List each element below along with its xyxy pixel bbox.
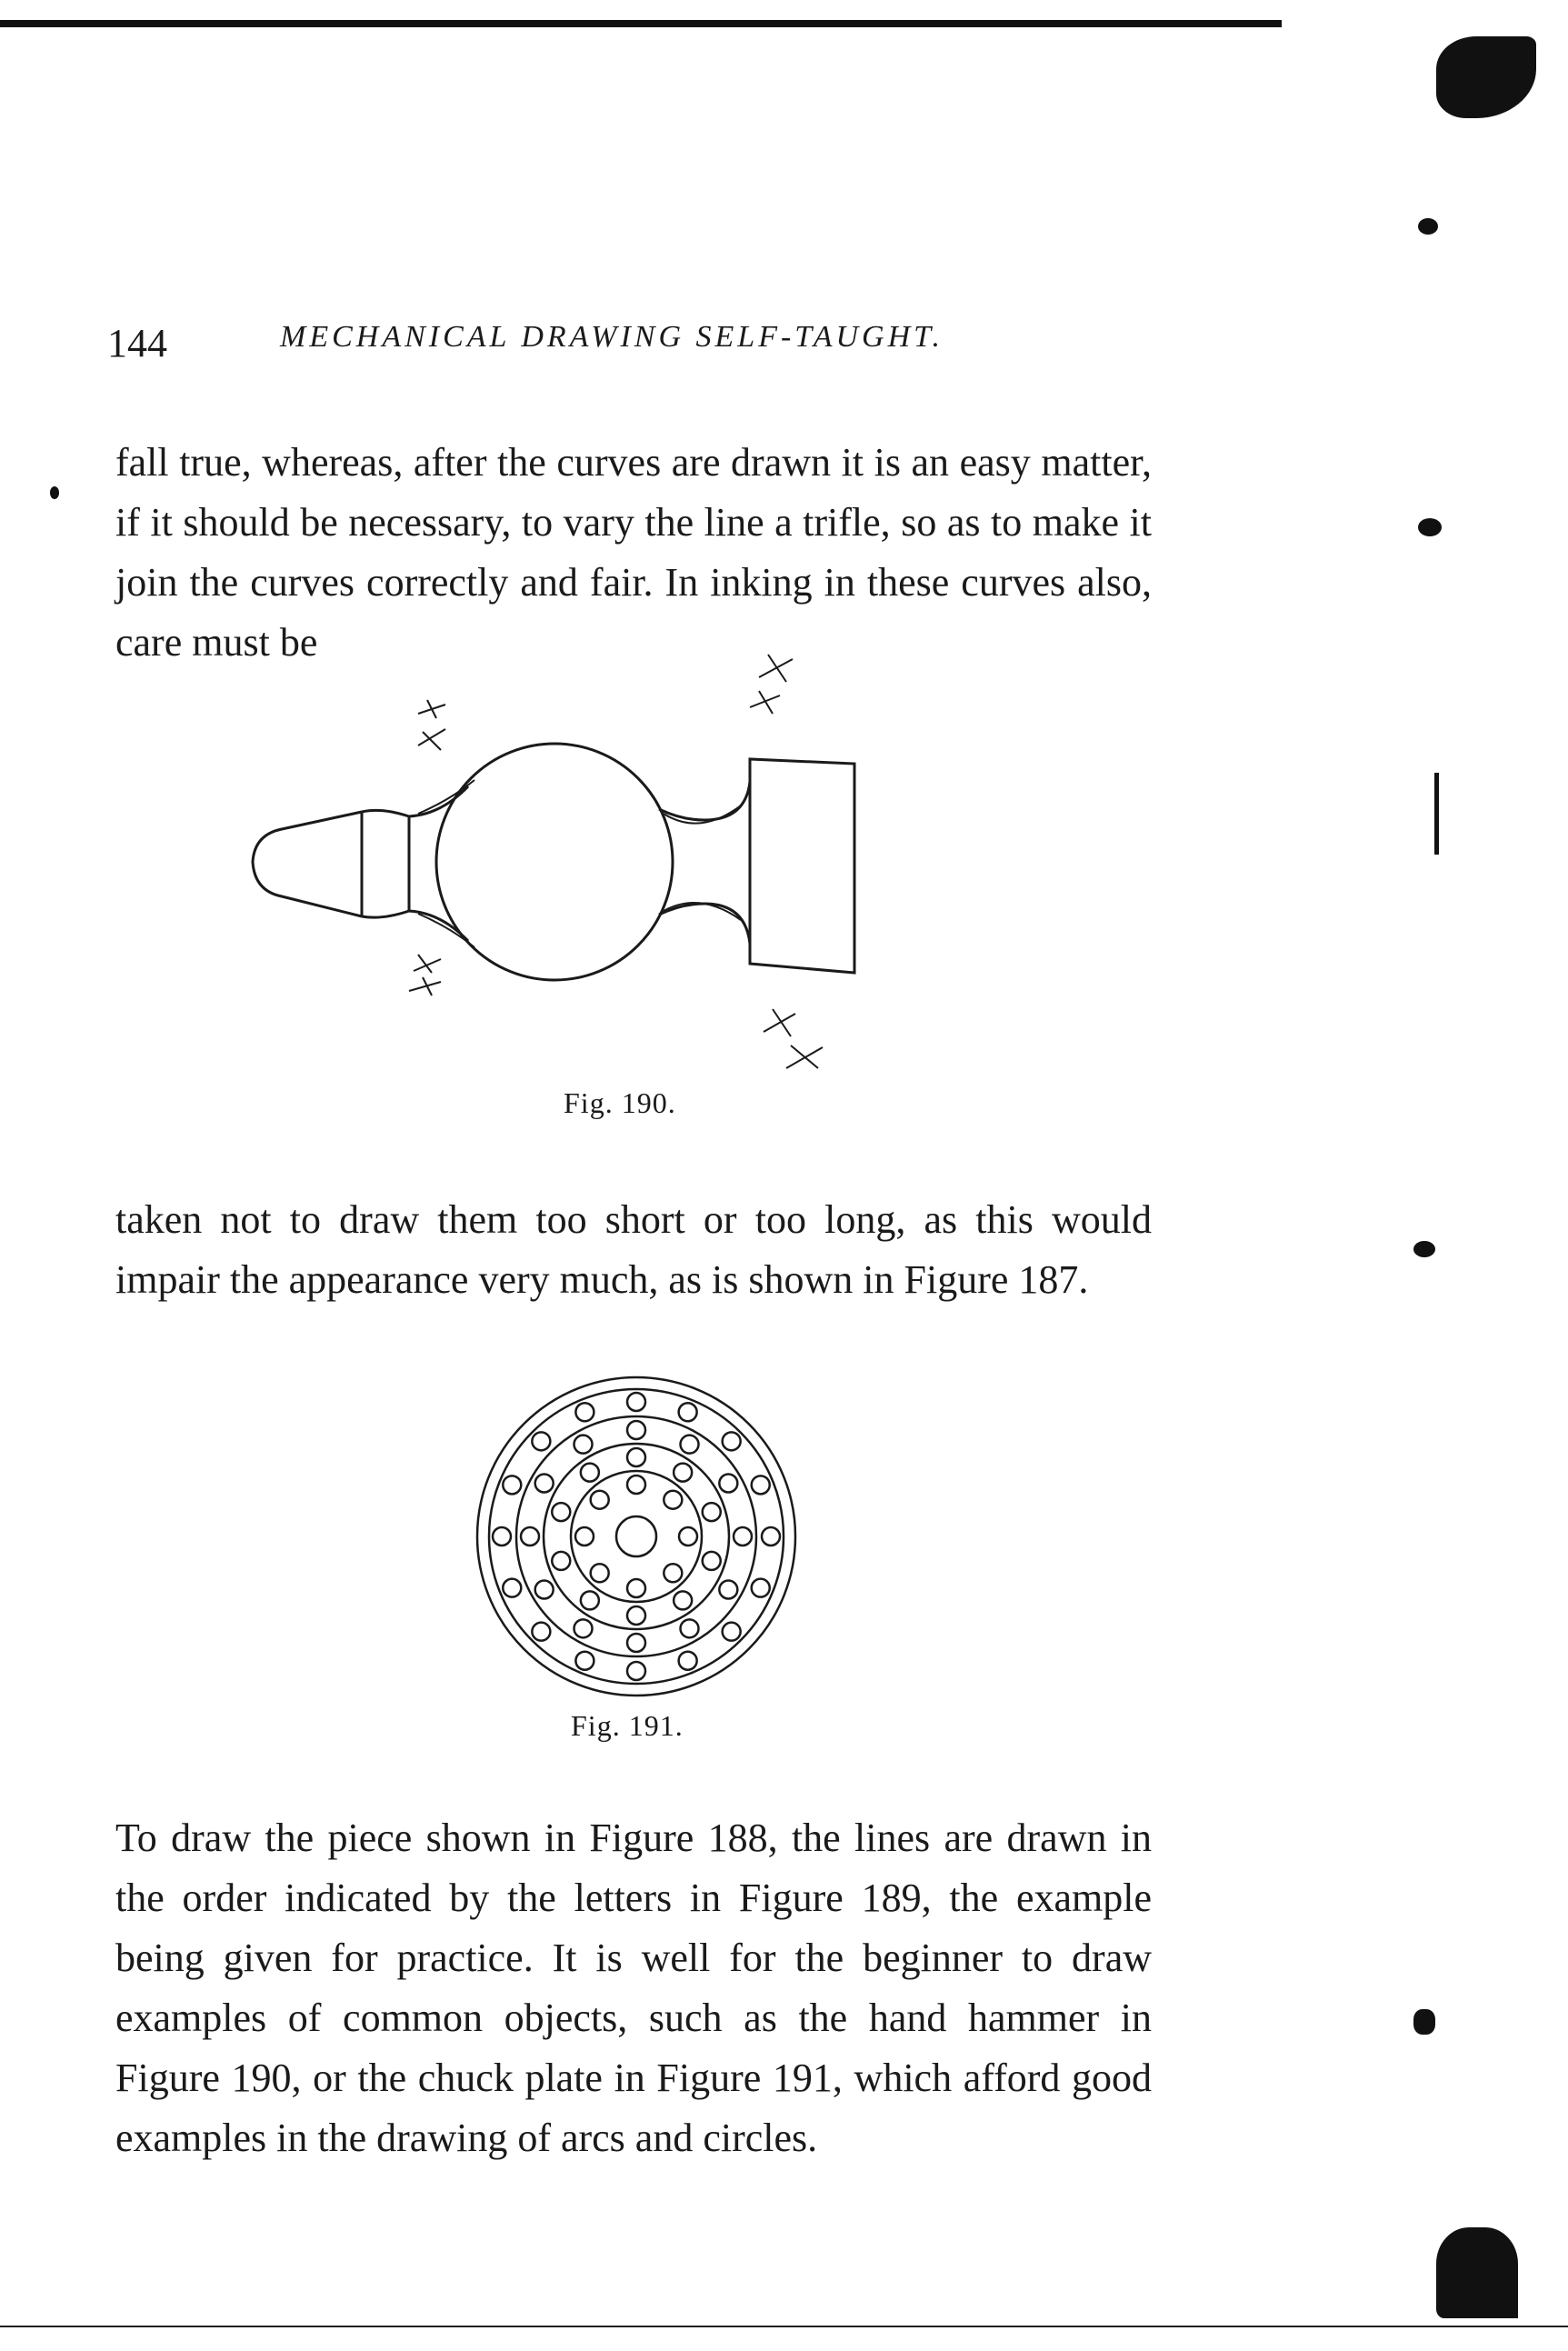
chuck-hole [719, 1475, 737, 1493]
chuck-ring [489, 1389, 784, 1684]
figure-191-caption: Fig. 191. [571, 1709, 684, 1742]
chuck-hole [627, 1393, 645, 1411]
chuck-hole [627, 1662, 645, 1680]
chuck-hole [575, 1403, 594, 1421]
chuck-hole [703, 1552, 721, 1570]
construction-marks [409, 655, 823, 1068]
scan-speck [1413, 1241, 1435, 1257]
running-title: MECHANICAL DRAWING SELF-TAUGHT. [280, 320, 944, 354]
chuck-hole [574, 1619, 593, 1637]
chuck-hole [627, 1476, 645, 1494]
paragraph-1: fall true, whereas, after the curves are drawn it is an easy matter, if it should be necessary, to vary the line a trifle, so as to make it join the curves correctly and fair. In inking in these curves also, care must be [115, 440, 1152, 665]
chuck-hole [681, 1619, 699, 1637]
scan-speck [1418, 518, 1442, 536]
chuck-hole [674, 1591, 692, 1609]
chuck-hole [627, 1421, 645, 1439]
paragraph-3: To draw the piece shown in Figure 188, the lines are drawn in the order indicated by the letters in Figure 189, the example being given for practice. It is well for the beginner to draw examples of common objects, such as the hand hammer in Figure 190, or the chuck plate in Figure 191, which afford good examples in the drawing of arcs and circles. [115, 1816, 1152, 2160]
chuck-hole [679, 1527, 697, 1546]
chuck-hole [752, 1476, 770, 1494]
figure-190-caption: Fig. 190. [564, 1086, 676, 1119]
figure-191-chuck-plate [464, 1364, 809, 1709]
chuck-center-hole [616, 1516, 656, 1556]
chuck-hole [674, 1464, 692, 1482]
hammer-face [750, 759, 854, 973]
chuck-hole [532, 1432, 550, 1450]
chuck-hole [679, 1403, 697, 1421]
chuck-ring [477, 1377, 795, 1696]
chuck-hole [703, 1503, 721, 1521]
paragraph-2: taken not to draw them too short or too long, as this would impair the appearance very much, as is shown in Figure 187. [115, 1197, 1152, 1302]
scan-speck [1413, 2009, 1435, 2035]
chuck-hole [627, 1579, 645, 1597]
chuck-hole [664, 1491, 682, 1509]
hammer-eye-circle [436, 744, 673, 980]
chuck-hole [627, 1606, 645, 1625]
hammer-peen [253, 812, 362, 916]
chuck-hole [535, 1581, 554, 1599]
bottom-border-rule [0, 2326, 1568, 2327]
chuck-hole [591, 1564, 609, 1582]
figure-190-hammer [236, 627, 1036, 1100]
chuck-hole [503, 1476, 521, 1494]
chuck-hole [679, 1652, 697, 1670]
chuck-hole [575, 1652, 594, 1670]
chuck-hole [552, 1503, 570, 1521]
chuck-hole [493, 1527, 511, 1546]
chuck-hole [723, 1623, 741, 1641]
chuck-hole [723, 1432, 741, 1450]
chuck-ring [571, 1471, 702, 1602]
top-border-rule [0, 20, 1282, 27]
page-number: 144 [107, 321, 167, 365]
chuck-hole [664, 1564, 682, 1582]
scan-speck [1436, 36, 1536, 118]
chuck-hole [521, 1527, 539, 1546]
chuck-hole [581, 1464, 599, 1482]
chuck-hole [681, 1436, 699, 1454]
chuck-hole [627, 1634, 645, 1652]
chuck-hole [535, 1475, 554, 1493]
chuck-hole [574, 1436, 593, 1454]
chuck-hole [734, 1527, 752, 1546]
chuck-hole [591, 1491, 609, 1509]
chuck-hole [552, 1552, 570, 1570]
chuck-hole [581, 1591, 599, 1609]
chuck-hole [627, 1448, 645, 1466]
scan-speck [1436, 2227, 1518, 2318]
hammer-neck-right-bottom [659, 904, 750, 944]
hammer-neck-left-bottom [362, 911, 468, 941]
scan-speck [1418, 218, 1438, 235]
scan-speck [50, 486, 59, 499]
chuck-hole [762, 1527, 780, 1546]
chuck-hole [752, 1579, 770, 1597]
chuck-ring [516, 1416, 756, 1656]
chuck-hole [719, 1581, 737, 1599]
chuck-hole [532, 1623, 550, 1641]
chuck-hole [503, 1579, 521, 1597]
running-head [107, 320, 1107, 375]
hammer-neck-right-top [659, 782, 750, 820]
chuck-hole [575, 1527, 594, 1546]
scan-speck [1434, 773, 1439, 855]
chuck-plate-rings [477, 1377, 795, 1696]
